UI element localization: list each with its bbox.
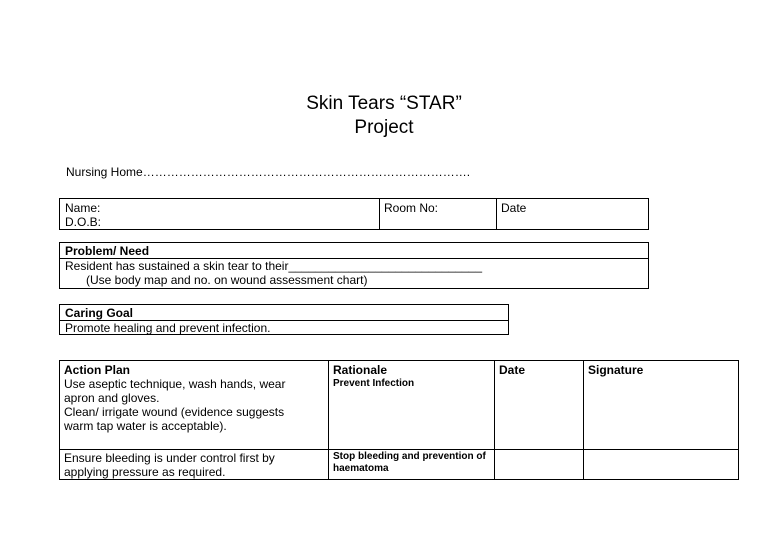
caring-goal-box [59, 304, 509, 335]
problem-heading: Problem/ Need [65, 244, 150, 258]
problem-text: Resident has sustained a skin tear to their_____________________________ [65, 259, 482, 273]
action-text: Ensure bleeding is under control first by applying pressure as required. [64, 451, 275, 479]
title-line-1: Skin Tears “STAR” [306, 93, 462, 114]
divider [583, 361, 584, 479]
problem-note: (Use body map and no. on wound assessment chart) [86, 273, 368, 287]
header-date: Date [499, 363, 526, 377]
action-text: Clean/ irrigate wound (evidence suggests warm tap water is acceptable). [64, 405, 285, 433]
rationale-text: Prevent Infection [333, 378, 415, 389]
action-text: Use aseptic technique, wash hands, wear apron and gloves. [64, 377, 286, 405]
room-label: Room No: [384, 201, 439, 215]
dob-label: D.O.B: [65, 215, 102, 229]
name-label: Name: [65, 201, 101, 215]
header-rationale: Rationale [333, 363, 388, 377]
title-line-2: Project [354, 117, 414, 138]
document-title [0, 92, 768, 140]
problem-box [59, 242, 649, 289]
divider [60, 449, 738, 450]
divider [328, 361, 329, 479]
goal-text: Promote healing and prevent infection. [65, 321, 271, 335]
action-plan-table [59, 360, 739, 480]
nursing-home-line: Nursing Home………………………………………………………………………. [66, 165, 471, 179]
resident-info-box [59, 198, 649, 230]
header-action-plan: Action Plan [64, 363, 131, 377]
divider [496, 199, 497, 229]
divider [379, 199, 380, 229]
goal-heading: Caring Goal [65, 306, 134, 320]
rationale-text: Stop bleeding and prevention of haematoma [333, 451, 486, 474]
header-signature: Signature [588, 363, 644, 377]
divider [494, 361, 495, 479]
date-label: Date [501, 201, 527, 215]
